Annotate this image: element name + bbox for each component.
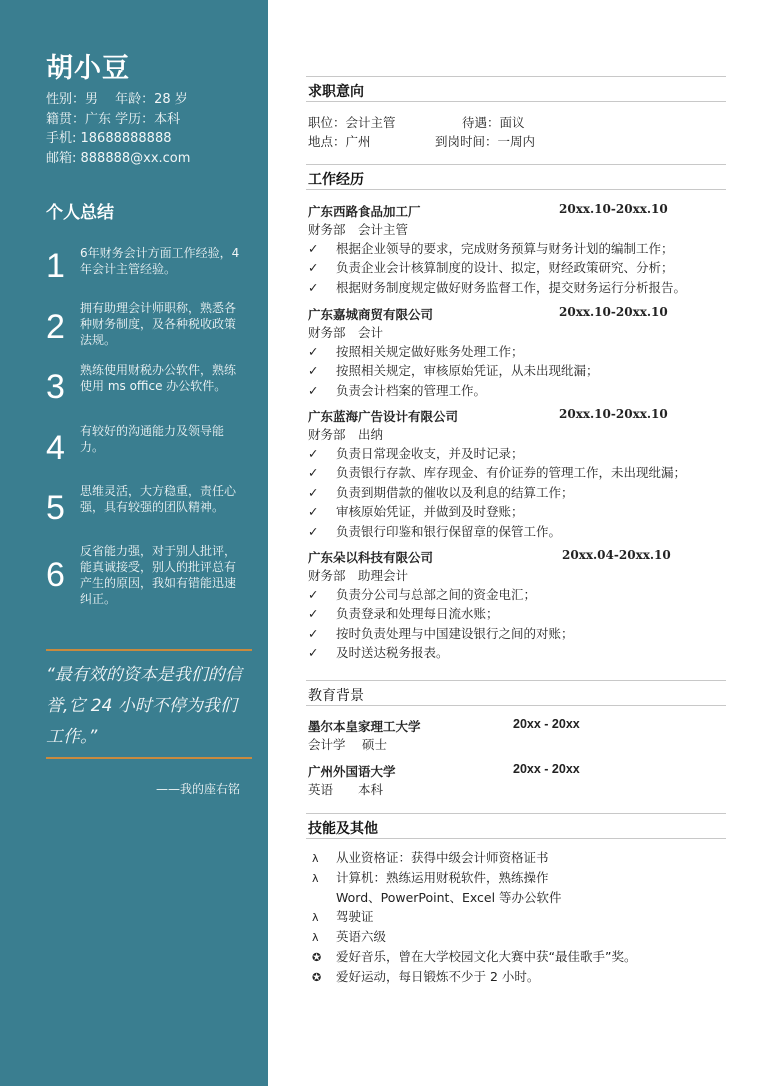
lambda-bullet-icon: λ [312,911,319,924]
summary-text: 思维灵活，大方稳重，责任心强，具有较强的团队精神。 [80,484,237,514]
duty-item [308,643,574,662]
duty-text: 负责登录和处理每日流水账； [336,606,499,622]
lambda-bullet-icon: λ [312,931,319,944]
duty-item [308,604,574,623]
section-skills [306,813,726,839]
objective-position: 职位：会计主管 [308,115,396,130]
job-dates: 20xx.10-20xx.10 [559,305,668,319]
skill-item [308,848,636,868]
duty-item [308,381,599,400]
section-education [306,680,726,706]
duty-item [308,624,574,643]
check-icon: ✓ [308,645,319,661]
skill-text: 计算机：熟练运用财税软件，熟练操作 [336,870,549,885]
school-dates: 20xx - 20xx [513,717,580,731]
check-icon: ✓ [308,606,319,622]
lambda-bullet-icon: λ [312,852,319,865]
duty-text: 及时送达税务报表。 [336,645,449,661]
star-bullet-icon: ✪ [312,971,322,984]
candidate-name: 胡小豆 [46,53,130,84]
duty-list [308,585,574,663]
check-icon: ✓ [308,484,319,500]
duty-text: 负责日常现金收支，并及时记录； [336,446,524,461]
motto-caption: ——我的座右铭 [155,782,240,796]
summary-number: 4 [46,429,65,467]
summary-text: 有较好的沟通能力及领导能力。 [80,424,225,454]
check-icon: ✓ [308,241,319,256]
duty-text: 负责银行印鉴和银行保留章的保管工作。 [336,523,562,539]
section-title: 技能及其他 [308,821,378,837]
duty-text: 负责会计档案的管理工作。 [336,382,487,398]
star-bullet-icon: ✪ [312,951,322,964]
duty-item [308,258,686,277]
summary-number: 5 [46,489,65,527]
section-objective [306,76,726,102]
section-title: 工作经历 [308,172,364,188]
quote-bottom-divider [46,757,252,759]
skill-text: Word、PowerPoint、Excel 等办公软件 [336,890,562,905]
check-icon: ✓ [308,344,319,359]
company-name: 广东朵以科技有限公司 [308,550,434,565]
company-name: 广东嘉城商贸有限公司 [308,307,434,322]
skill-text: 爱好运动，每日锻炼不少于 2 小时。 [336,969,540,984]
job-role: 财务部 助理会计 [308,568,409,583]
job-dates: 20xx.10-20xx.10 [559,202,668,216]
personal-info [46,90,190,168]
duty-item [308,483,686,502]
job-role: 财务部 出纳 [308,427,384,442]
duty-list [308,444,686,541]
motto-quote: “最有效的资本是我们的信誉,它 24 小时不停为我们工作。” [46,665,242,747]
info-phone: 手机: 18688888888 [46,131,172,146]
summary-text: 熟练使用财税办公软件，熟练使用 ms office 办公软件。 [80,363,237,393]
company-name: 广东西路食品加工厂 [308,204,421,219]
duty-text: 负责银行存款、库存现金、有价证券的管理工作，未出现纰漏； [336,465,687,481]
skill-item [308,927,636,947]
duty-text: 根据财务制度规定做好财务监督工作，提交财务运行分析报告。 [336,279,687,295]
summary-number: 2 [46,308,65,346]
duty-text: 按照相关规定做好账务处理工作； [336,344,524,359]
summary-text: 6年财务会计方面工作经验，4年会计主管经验。 [80,246,240,276]
quote-top-divider [46,649,252,651]
check-icon: ✓ [308,625,319,641]
duty-text: 审核原始凭证，并做到及时登账； [336,504,524,520]
check-icon: ✓ [308,279,319,295]
section-experience [306,164,726,190]
duty-text: 负责企业会计核算制度的设计、拟定，财经政策研究、分析； [336,260,674,276]
duty-item [308,342,599,361]
duty-text: 按时负责处理与中国建设银行之间的对账； [336,625,574,641]
check-icon: ✓ [308,382,319,398]
duty-text: 负责分公司与总部之间的资金电汇； [336,587,537,602]
school-name: 广州外国语大学 [308,764,396,779]
duty-item [308,502,686,521]
section-title: 教育背景 [308,688,364,704]
company-name: 广东蓝海广告设计有限公司 [308,409,459,424]
job-role: 财务部 会计主管 [308,222,409,237]
skill-text: 从业资格证：获得中级会计师资格证书 [336,850,549,865]
duty-item [308,239,686,258]
duty-item [308,444,686,463]
summary-title: 个人总结 [46,203,114,223]
sidebar [0,0,268,1086]
duty-list [308,342,599,400]
main-content [306,0,726,1086]
objective-location: 地点：广州 [308,134,371,149]
skill-text: 爱好音乐，曾在大学校园文化大赛中获“最佳歌手”奖。 [336,949,637,964]
check-icon: ✓ [308,363,319,379]
skill-item [308,868,636,888]
duty-list [308,239,686,297]
job-dates: 20xx.04-20xx.10 [562,548,671,562]
skill-item [308,907,636,927]
school-degree: 会计学 硕士 [308,737,387,752]
section-title: 求职意向 [308,84,364,100]
duty-item [308,585,574,604]
check-icon: ✓ [308,523,319,539]
info-email: 邮箱: 888888@xx.com [46,150,191,166]
school-name: 墨尔本皇家理工大学 [308,719,421,734]
skill-item [308,967,636,987]
check-icon: ✓ [308,260,319,276]
duty-item [308,522,686,541]
summary-number: 6 [46,556,65,594]
skill-item [308,947,636,967]
duty-text: 根据企业领导的要求，完成财务预算与财务计划的编制工作； [336,241,674,256]
summary-text: 拥有助理会计师职称，熟悉各种财务制度，及各种税收政策法规。 [80,301,237,347]
duty-item [308,278,686,297]
skill-text: 英语六级 [336,929,387,944]
check-icon: ✓ [308,504,319,520]
school-dates: 20xx - 20xx [513,762,580,776]
duty-text: 按照相关规定，审核原始凭证，从未出现纰漏； [336,363,599,379]
skills-list [308,848,636,987]
objective-salary: 待遇：面议 [462,115,525,130]
summary-number: 1 [46,247,65,285]
info-gender-age: 性别：男 年龄：28 岁 [46,92,188,107]
summary-text: 反省能力强，对于别人批评，能真诚接受，别人的批评总有产生的原因，我如有错能迅速纠正。 [80,544,237,606]
info-origin-education: 籍贯：广东 学历：本科 [46,111,181,127]
job-dates: 20xx.10-20xx.10 [559,407,668,421]
check-icon: ✓ [308,465,319,481]
job-role: 财务部 会计 [308,325,384,340]
duty-item [308,463,686,482]
duty-text: 负责到期借款的催收以及利息的结算工作； [336,484,574,500]
check-icon: ✓ [308,446,319,461]
skill-text: 驾驶证 [336,909,374,924]
lambda-bullet-icon: λ [312,872,319,885]
duty-item [308,361,599,380]
school-degree: 英语 本科 [308,782,384,797]
summary-number: 3 [46,368,65,406]
objective-start-time: 到岗时间：一周内 [435,134,536,149]
skill-item-continuation [308,888,636,907]
check-icon: ✓ [308,587,319,602]
